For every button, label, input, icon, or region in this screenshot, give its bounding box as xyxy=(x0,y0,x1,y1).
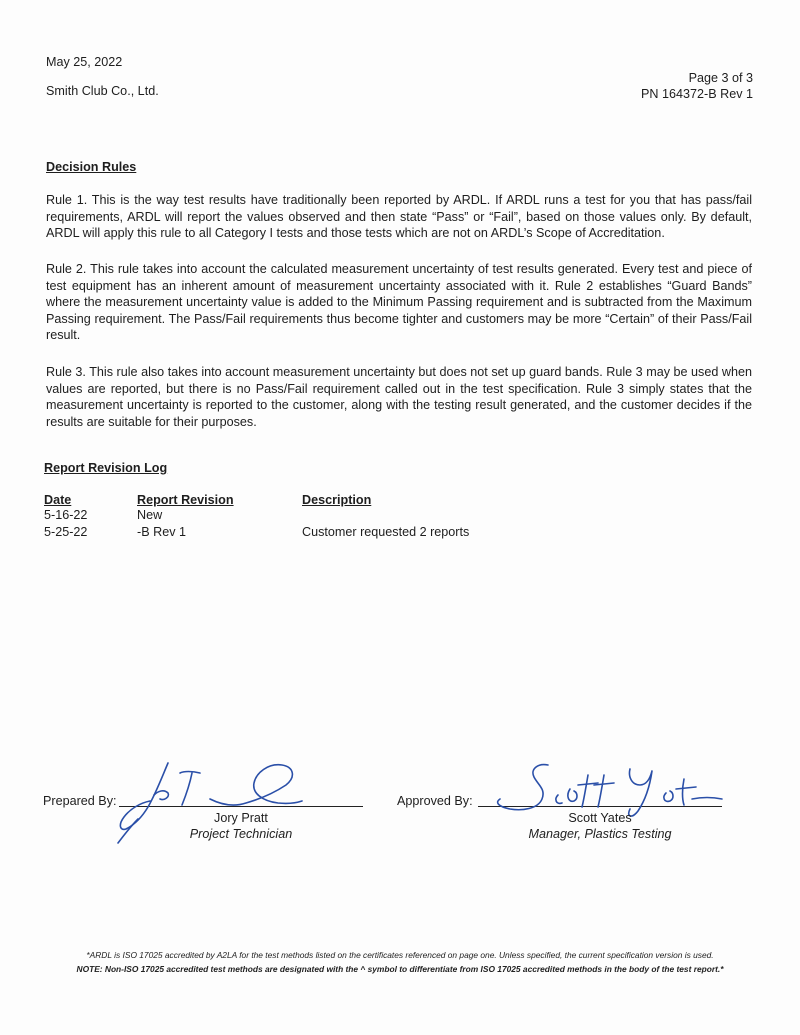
page-number: Page 3 of 3 xyxy=(688,71,753,85)
log-row-1-date: 5-16-22 xyxy=(44,508,88,522)
rule-3-paragraph: Rule 3. This rule also takes into account measurement uncertainty but does not set up guard bands. Rule 3 may be used when values are reported, but there is no Pass/Fail requirement called out in the test specification. Rule 3 simply states that the measurement uncertainty is reported to the customer, along with the testing result generated, and the customer decides if the results are suitable for their purposes. xyxy=(46,365,752,429)
prepared-by-label: Prepared By: xyxy=(43,794,117,808)
log-row-2-date: 5-25-22 xyxy=(44,525,88,539)
log-row-2-description: Customer requested 2 reports xyxy=(302,525,470,539)
log-row-2-revision: -B Rev 1 xyxy=(137,525,186,539)
approved-signer-block xyxy=(478,810,722,842)
page-info xyxy=(641,70,753,102)
prepared-signer-title: Project Technician xyxy=(189,827,293,841)
company-name: Smith Club Co., Ltd. xyxy=(46,84,159,98)
rule-2-paragraph: Rule 2. This rule takes into account the calculated measurement uncertainty of test results generated. Every test and piece of test equipment has an inherent amount of measurement uncertainty associated with it. Rule 2 establishes “Guard Bands” where the measurement uncertainty value is added to the Minimum Passing requirement and is subtracted from the Maximum Passing requirement. The Pass/Fail requirements thus become tighter and customers may be more “Certain” of their Pass/Fail result. xyxy=(46,262,752,342)
prepared-signer-block xyxy=(119,810,363,842)
revision-log-heading: Report Revision Log xyxy=(44,461,168,475)
approved-signer-name: Scott Yates xyxy=(568,811,632,825)
footer-accreditation-note: *ARDL is ISO 17025 accredited by A2LA for the test methods listed on the certificates referenced on page one. Unless specified, the current specification version is used. xyxy=(86,950,714,960)
decision-rules-heading: Decision Rules xyxy=(46,160,137,174)
prepared-signer-name: Jory Pratt xyxy=(214,811,268,825)
report-date: May 25, 2022 xyxy=(46,55,123,69)
column-header-date: Date xyxy=(44,493,72,507)
part-number: PN 164372-B Rev 1 xyxy=(640,87,753,101)
column-header-description: Description xyxy=(302,493,372,507)
log-row-1-revision: New xyxy=(137,508,163,522)
rule-1-paragraph: Rule 1. This is the way test results have traditionally been reported by ARDL. If ARDL runs a test for you that has pass/fail requirements, ARDL will report the values observed and then state “Pass” or “Fail”, based on those values only. By default, ARDL will apply this rule to all Category I tests and those tests which are not on ARDL’s Scope of Accreditation. xyxy=(46,193,752,240)
footer-non-iso-note: NOTE: Non-ISO 17025 accredited test methods are designated with the ^ symbol to differentiate from ISO 17025 accredited methods in the body of the test report.* xyxy=(76,964,724,974)
approved-by-label: Approved By: xyxy=(397,794,473,808)
approved-signer-title: Manager, Plastics Testing xyxy=(528,827,672,841)
column-header-revision: Report Revision xyxy=(137,493,234,507)
